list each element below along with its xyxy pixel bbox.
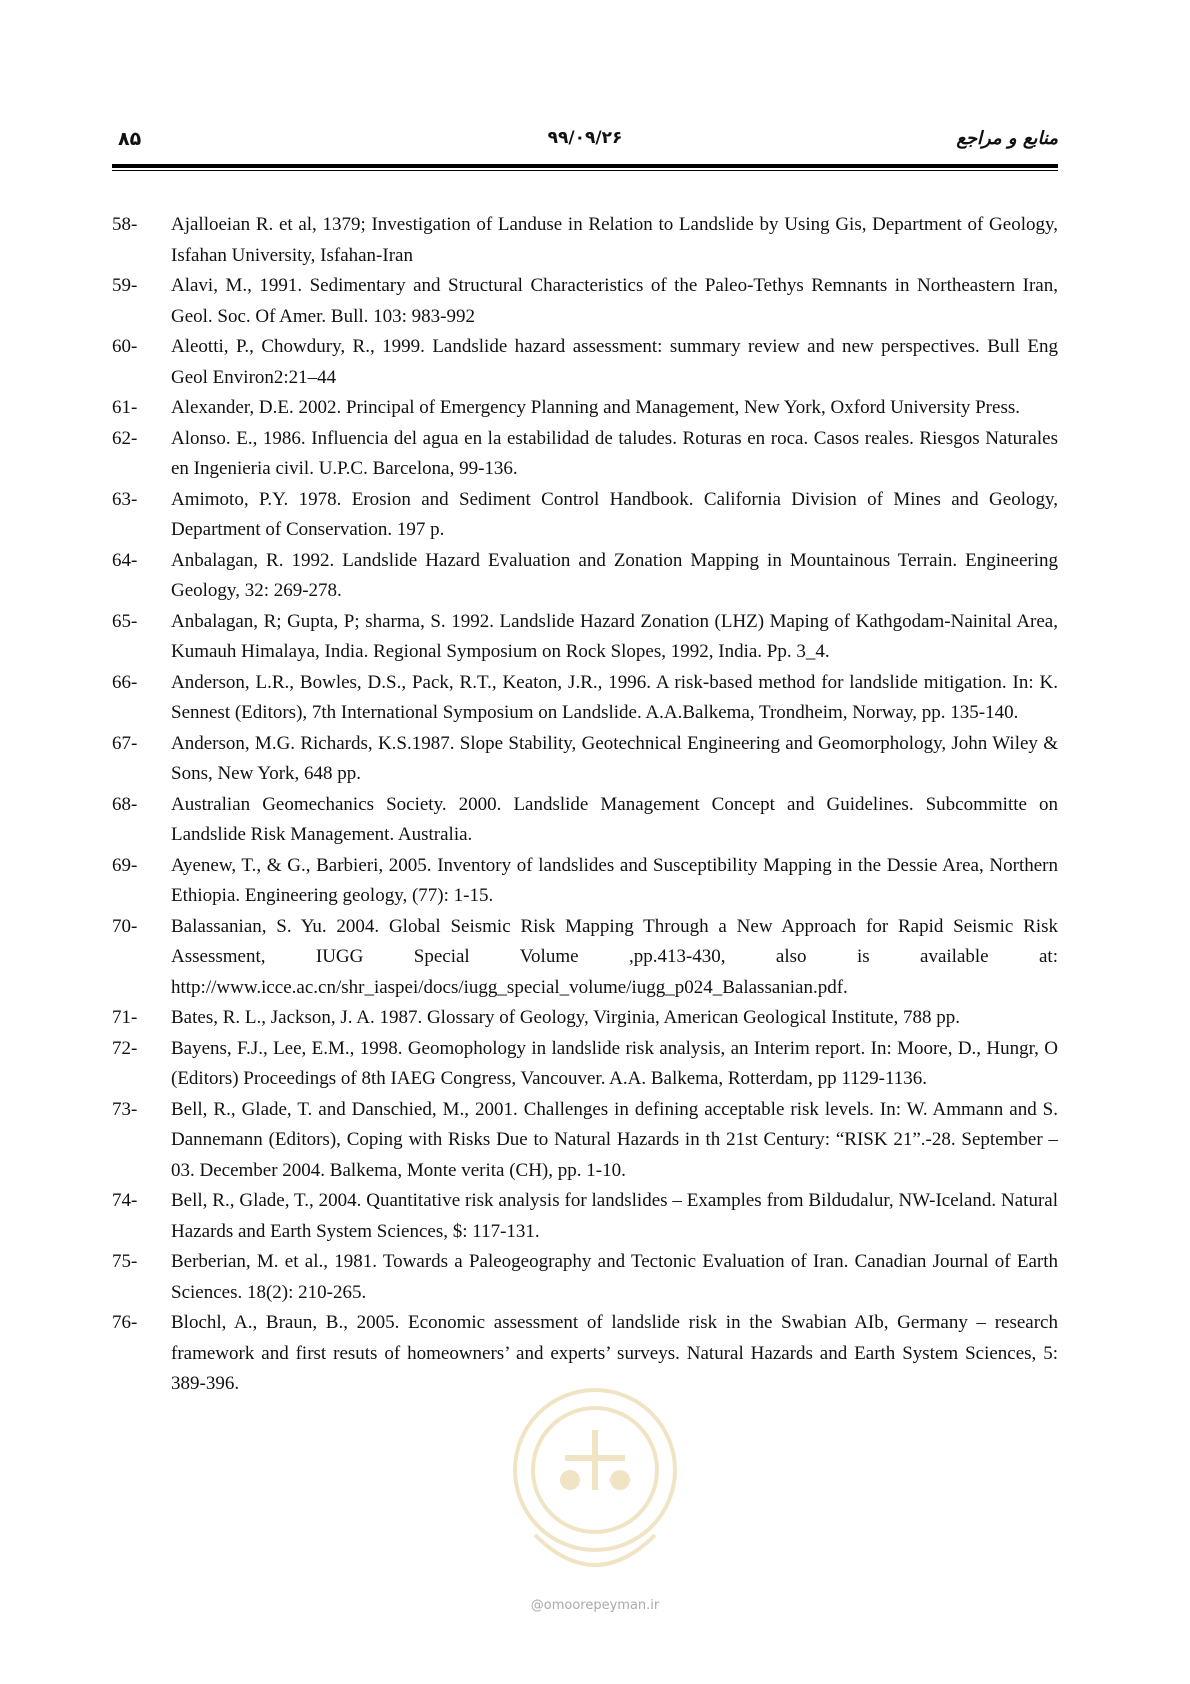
reference-text: Berberian, M. et al., 1981. Towards a Paleogeography and Tectonic Evaluation of Iran. Canadian Journal of Earth Sciences. 18(2): 210-265. (171, 1251, 1058, 1303)
reference-text: Anbalagan, R. 1992. Landslide Hazard Evaluation and Zonation Mapping in Mountainous Terrain. Engineering Geology, 32: 269-278. (171, 549, 1058, 601)
reference-item (112, 668, 1058, 729)
reference-number: 61- (112, 397, 138, 418)
reference-item (112, 546, 1058, 607)
reference-number: 70- (112, 915, 138, 937)
reference-text: Blochl, A., Braun, B., 2005. Economic assessment of landslide risk in the Swabian AIb, Germany – research framework and first resuts of homeowners’ and experts’ surveys. Natural Hazards and Earth System Sciences, 5: 389-396. (171, 1312, 1058, 1394)
reference-number: 74- (112, 1190, 138, 1211)
reference-item (112, 1247, 1058, 1308)
reference-text: Alexander, D.E. 2002. Principal of Emergency Planning and Management, New York, Oxford University Press. (171, 397, 1020, 418)
page-number: ۸۵ (118, 128, 142, 150)
reference-item (112, 424, 1058, 485)
reference-text: Alonso. E., 1986. Influencia del agua en la estabilidad de taludes. Roturas en roca. Casos reales. Riesgos Naturales en Ingenieria civil. U.P.C. Barcelona, 99-136. (171, 427, 1058, 479)
reference-text: Ayenew, T., & G., Barbieri, 2005. Inventory of landslides and Susceptibility Mapping in the Dessie Area, Northern Ethiopia. Engineering geology, (77): 1-15. (171, 854, 1058, 906)
reference-item (112, 729, 1058, 790)
reference-number: 75- (112, 1251, 138, 1272)
reference-text: Australian Geomechanics Society. 2000. Landslide Management Concept and Guidelines. Subcommitte on Landslide Risk Management. Australia. (171, 793, 1058, 845)
reference-text: Bates, R. L., Jackson, J. A. 1987. Glossary of Geology, Virginia, American Geological Institute, 788 pp. (171, 1007, 961, 1028)
reference-text: Balassanian, S. Yu. 2004. Global Seismic Risk Mapping Through a New Approach for Rapid Seismic Risk Assessment, IUGG Special Volume ,pp.413-430, also is available at: http://www.icce.ac.cn/shr_iaspei/docs/iugg_special_volume/iugg_p024_Balassanian.pdf. (171, 915, 1058, 998)
reference-text: Ajalloeian R. et al, 1379; Investigation of Landuse in Relation to Landslide by Using Gis, Department of Geology, Isfahan University, Isfahan-Iran (171, 214, 1058, 266)
reference-number: 60- (112, 336, 138, 357)
reference-item (112, 1034, 1058, 1095)
reference-number: 62- (112, 427, 138, 449)
section-title: منابع و مراجع (956, 128, 1058, 149)
reference-number: 63- (112, 488, 138, 510)
page-header (112, 128, 1058, 152)
reference-number: 67- (112, 732, 138, 754)
reference-number: 59- (112, 275, 138, 296)
reference-text: Bayens, F.J., Lee, E.M., 1998. Geomophology in landslide risk analysis, an Interim report. In: Moore, D., Hungr, O (Editors) Proceedings of 8th IAEG Congress, Vancouver. A.A. Balkema, Rotterdam, pp 1129-1136. (171, 1037, 1058, 1089)
reference-text: Alavi, M., 1991. Sedimentary and Structural Characteristics of the Paleo-Tethys Remnants in Northeastern Iran, Geol. Soc. Of Amer. Bull. 103: 983-992 (171, 275, 1058, 327)
reference-number: 72- (112, 1037, 138, 1059)
reference-text: Anderson, L.R., Bowles, D.S., Pack, R.T., Keaton, J.R., 1996. A risk-based method for landslide mitigation. In: K. Sennest (Editors), 7th International Symposium on Landslide. A.A.Balkema, Trondheim, Norway, pp. 135-140. (171, 671, 1058, 723)
header-rule-thin (112, 170, 1058, 171)
reference-item (112, 790, 1058, 851)
reference-item (112, 210, 1058, 271)
reference-text: Aleotti, P., Chowdury, R., 1999. Landslide hazard assessment: summary review and new perspectives. Bull Eng Geol Environ2:21–44 (171, 336, 1058, 388)
reference-item (112, 851, 1058, 912)
reference-number: 69- (112, 854, 138, 876)
reference-item (112, 1186, 1058, 1247)
watermark-caption: @omoorepeyman.ir (530, 1598, 660, 1613)
header-rule-thick (112, 164, 1058, 168)
watermark-seal-icon (495, 1360, 695, 1610)
reference-number: 68- (112, 793, 138, 815)
reference-number: 73- (112, 1098, 138, 1120)
reference-number: 65- (112, 610, 138, 632)
reference-item (112, 607, 1058, 668)
reference-text: Bell, R., Glade, T., 2004. Quantitative risk analysis for landslides – Examples from Bildudalur, NW-Iceland. Natural Hazards and Earth System Sciences, $: 117-131. (171, 1190, 1058, 1242)
reference-number: 58- (112, 214, 138, 235)
reference-text: Amimoto, P.Y. 1978. Erosion and Sediment Control Handbook. California Division of Mines and Geology, Department of Conservation. 197 p. (171, 488, 1058, 540)
header-date: ۹۹/۰۹/۲۶ (547, 128, 623, 148)
reference-number: 76- (112, 1312, 138, 1333)
reference-item (112, 485, 1058, 546)
reference-item (112, 332, 1058, 393)
reference-number: 71- (112, 1007, 138, 1028)
reference-list (112, 210, 1058, 1400)
reference-item (112, 1003, 1058, 1034)
reference-text: Anderson, M.G. Richards, K.S.1987. Slope Stability, Geotechnical Engineering and Geomorphology, John Wiley & Sons, New York, 648 pp. (171, 732, 1058, 784)
reference-number: 64- (112, 549, 138, 571)
reference-number: 66- (112, 671, 138, 693)
reference-item (112, 271, 1058, 332)
reference-item (112, 912, 1058, 1004)
reference-text: Bell, R., Glade, T. and Danschied, M., 2001. Challenges in defining acceptable risk levels. In: W. Ammann and S. Dannemann (Editors), Coping with Risks Due to Natural Hazards in th 21st Century: “RISK 21”.-28. September – 03. December 2004. Balkema, Monte verita (CH), pp. 1-10. (171, 1098, 1058, 1181)
reference-text: Anbalagan, R; Gupta, P; sharma, S. 1992. Landslide Hazard Zonation (LHZ) Maping of Kathgodam-Nainital Area, Kumauh Himalaya, India. Regional Symposium on Rock Slopes, 1992, India. Pp. 3_4. (171, 610, 1058, 662)
reference-item (112, 1095, 1058, 1187)
reference-item (112, 393, 1058, 424)
